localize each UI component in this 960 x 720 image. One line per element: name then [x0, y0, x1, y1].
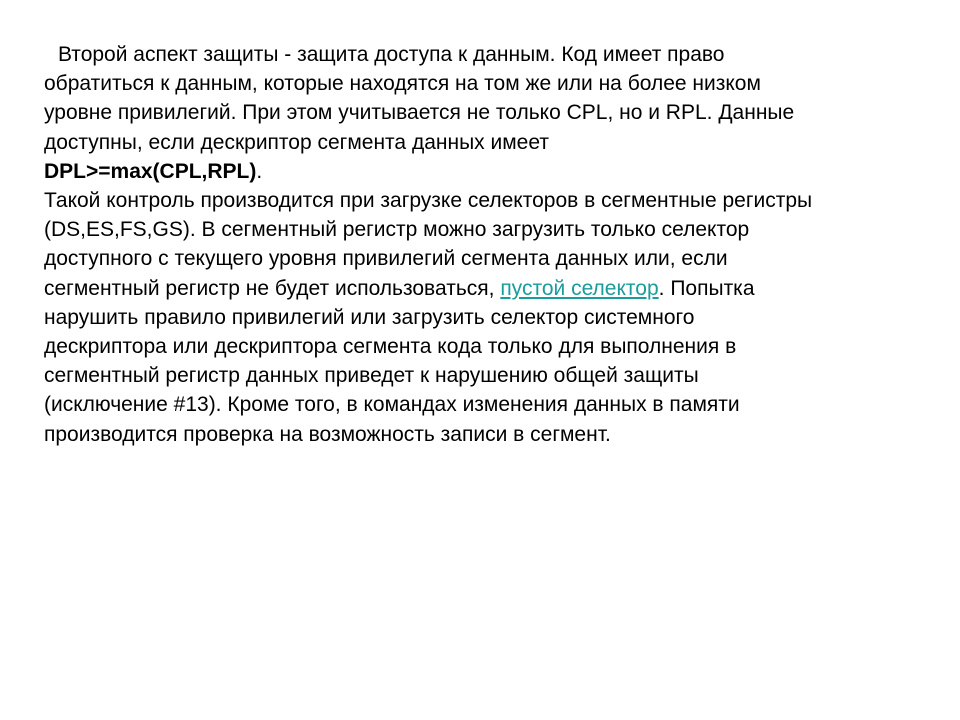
p1-line-2: обратиться к данным, которые находятся на том же или на более низком	[44, 72, 761, 96]
p2-line-3: доступного с текущего уровня привилегий сегмента данных или, если	[44, 247, 728, 271]
p2-line-1: Такой контроль производится при загрузке селекторов в сегментные регистры	[44, 189, 813, 213]
paragraph-selector-control	[44, 186, 944, 449]
p1-line-1: Второй аспект защиты - защита доступа к данным. Код имеет право	[58, 43, 725, 66]
p2-line-9: производится проверка на возможность записи в сегмент.	[44, 422, 611, 446]
null-selector-link[interactable]: пустой селектор	[500, 276, 659, 300]
p2-line-8: (исключение #13). Кроме того, в командах изменения данных в памяти	[44, 393, 740, 417]
paragraph-data-access	[44, 40, 944, 186]
dpl-formula: DPL>=max(CPL,RPL)	[44, 159, 257, 183]
p2-line-4-start: сегментный регистр не будет использоваться,	[44, 276, 501, 300]
p1-line-3: уровне привилегий. При этом учитывается не только CPL, но и RPL. Данные	[44, 101, 795, 125]
p2-line-2: (DS,ES,FS,GS). В сегментный регистр можно загрузить только селектор	[44, 218, 750, 242]
p2-line-4-end: . Попытка	[658, 276, 755, 300]
slide-text-body	[44, 40, 944, 449]
p2-line-5: нарушить правило привилегий или загрузить селектор системного	[44, 305, 695, 329]
p1-line-4: доступны, если дескриптор сегмента данных имеет	[44, 130, 549, 154]
formula-period: .	[256, 159, 263, 183]
p2-line-6: дескриптора или дескриптора сегмента кода только для выполнения в	[44, 335, 737, 359]
p2-line-7: сегментный регистр данных приведет к нарушению общей защиты	[44, 364, 699, 388]
